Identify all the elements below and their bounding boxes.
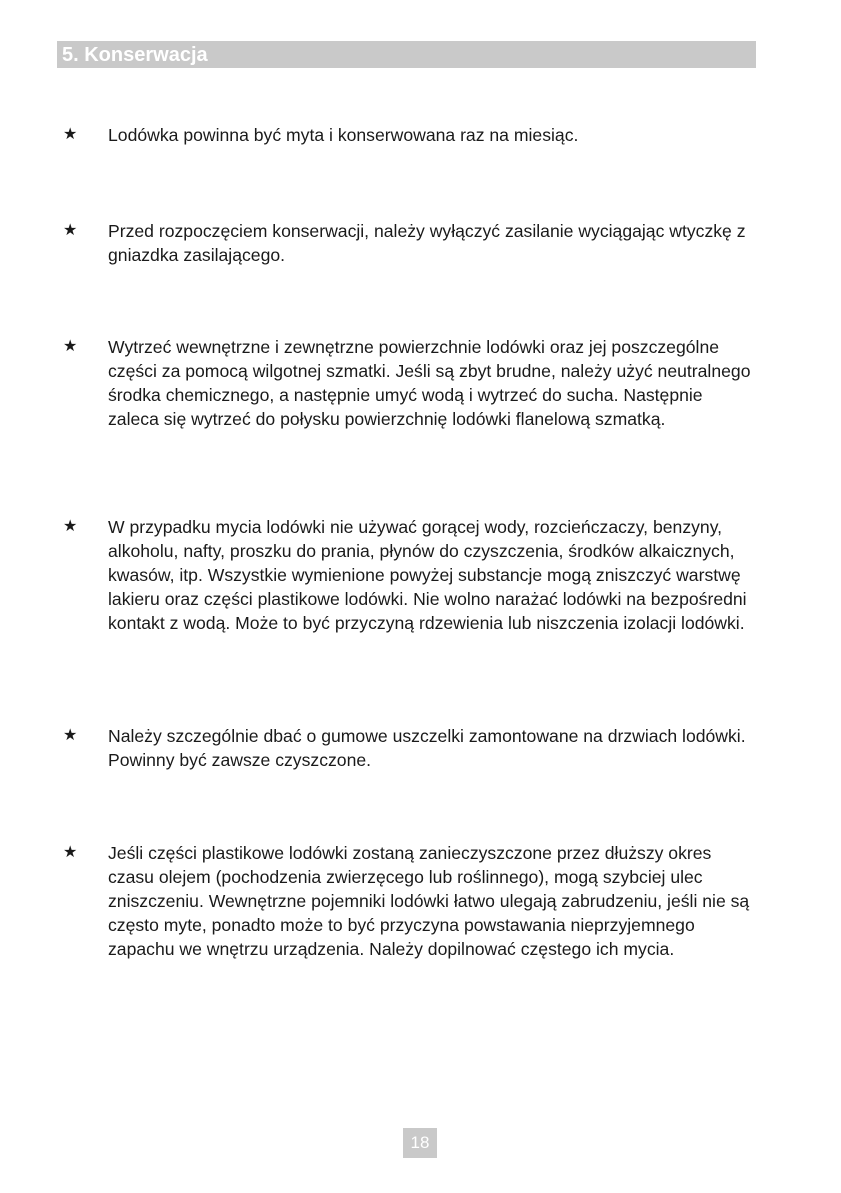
bullet-text-1: Lodówka powinna być myta i konserwowana raz na miesiąc. xyxy=(108,125,579,145)
star-icon: ★ xyxy=(63,727,78,744)
page-number-badge xyxy=(403,1128,437,1158)
star-icon: ★ xyxy=(63,222,78,239)
section-header-bar xyxy=(57,41,756,68)
bullet-text-3: Wytrzeć wewnętrzne i zewnętrzne powierzchnie lodówki oraz jej poszczególne części za pomocą wilgotnej szmatki. Jeśli są zbyt brudne, należy użyć neutralnego środka chemicznego, a następnie umyć wodą i wytrzeć do sucha. Następnie zaleca się wytrzeć do połysku powierzchnię lodówki flanelową szmatką. xyxy=(108,337,751,429)
bullet-text-5: Należy szczególnie dbać o gumowe uszczelki zamontowane na drzwiach lodówki. Powinny być zawsze czyszczone. xyxy=(108,726,746,770)
section-title: 5. Konserwacja xyxy=(62,44,208,66)
bullet-text-2: Przed rozpoczęciem konserwacji, należy wyłączyć zasilanie wyciągając wtyczkę z gniazdka zasilającego. xyxy=(108,221,746,265)
star-icon: ★ xyxy=(63,338,78,355)
bullet-text-4: W przypadku mycia lodówki nie używać gorącej wody, rozcieńczaczy, benzyny, alkoholu, nafty, proszku do prania, płynów do czyszczenia, środków alkaicznych, kwasów, itp. Wszystkie wymienione powyżej substancje mogą zniszczyć warstwę lakieru oraz części plastikowe lodówki. Nie wolno narażać lodówki na bezpośredni kontakt z wodą. Może to być przyczyną rdzewienia lub niszczenia izolacji lodówki. xyxy=(108,517,747,633)
star-icon: ★ xyxy=(63,518,78,535)
bullet-text-6: Jeśli części plastikowe lodówki zostaną zanieczyszczone przez dłuższy okres czasu olejem (pochodzenia zwierzęcego lub roślinnego), mogą szybciej ulec zniszczeniu. Wewnętrzne pojemniki lodówki łatwo ulegają zabrudzeniu, jeśli nie są często myte, ponadto może to być przyczyna powstawania nieprzyjemnego zapachu we wnętrzu urządzenia. Należy dopilnować częstego ich mycia. xyxy=(108,843,750,959)
star-icon: ★ xyxy=(63,126,78,143)
star-icon: ★ xyxy=(63,844,78,861)
page-number: 18 xyxy=(410,1133,430,1152)
